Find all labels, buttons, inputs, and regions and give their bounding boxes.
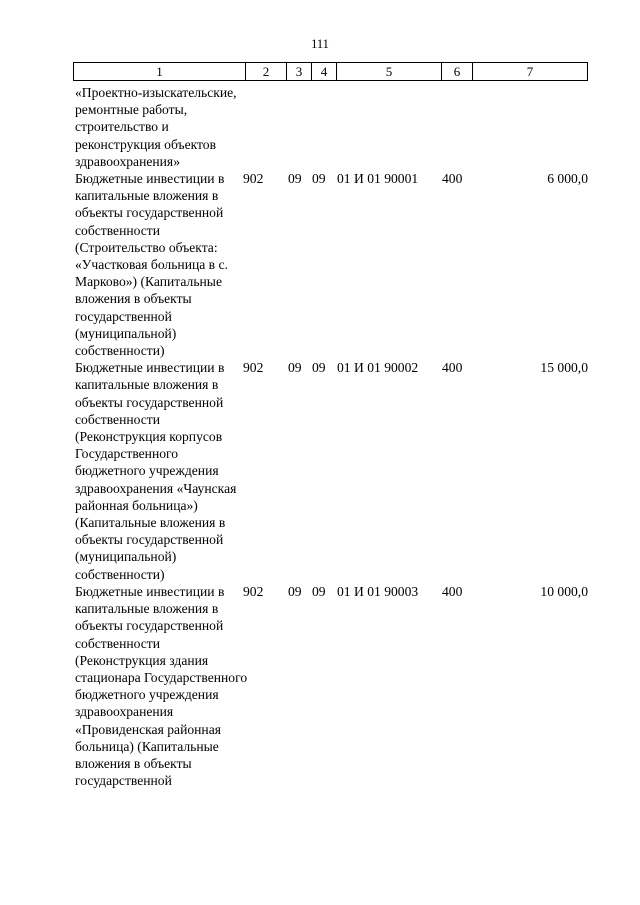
- header-col-5: 5: [337, 63, 442, 80]
- row-subsection-code: 09: [312, 360, 326, 376]
- row-ministry-code: 902: [243, 171, 264, 187]
- table-row: [0, 84, 640, 170]
- row-target-article: 01 И 01 90001: [337, 171, 419, 187]
- row-amount: 15 000,0: [540, 360, 588, 376]
- table-column-header: [73, 62, 588, 81]
- row-amount: 10 000,0: [540, 583, 588, 599]
- row-expense-type: 400: [442, 360, 463, 376]
- table-row: [0, 170, 640, 359]
- row-section-code: 09: [288, 171, 302, 187]
- row-target-article: 01 И 01 90003: [337, 583, 419, 599]
- row-section-code: 09: [288, 360, 302, 376]
- header-col-3: 3: [287, 63, 312, 80]
- row-section-code: 09: [288, 583, 302, 599]
- row-target-article: 01 И 01 90002: [337, 360, 419, 376]
- table-body: [0, 84, 640, 789]
- table-row: [0, 583, 640, 789]
- row-description: Бюджетные инвестиции в капитальные вложения в объекты государственной собственности (Строительство объекта: «Участковая больница в с. Марково») (Капитальные вложения в объекты государственной (муниципальной) собственности): [75, 171, 228, 359]
- header-col-2: 2: [246, 63, 287, 80]
- header-col-1: 1: [74, 63, 246, 80]
- row-expense-type: 400: [442, 171, 463, 187]
- table-row: [0, 359, 640, 583]
- header-col-4: 4: [312, 63, 337, 80]
- header-col-6: 6: [442, 63, 473, 80]
- row-amount: 6 000,0: [547, 171, 588, 187]
- row-expense-type: 400: [442, 583, 463, 599]
- row-description: «Проектно-изыскательские, ремонтные работы, строительство и реконструкция объектов здравоохранения»: [75, 85, 237, 169]
- row-ministry-code: 902: [243, 360, 264, 376]
- page-number: 111: [311, 37, 329, 51]
- row-description: Бюджетные инвестиции в капитальные вложения в объекты государственной собственности (Реконструкция здания стационара Государственного бюджетного учреждения здравоохранения «Провиденская районная больница) (Капитальные вложения в объекты государственной: [75, 583, 248, 789]
- row-description: Бюджетные инвестиции в капитальные вложения в объекты государственной собственности (Реконструкция корпусов Государственного бюджетного учреждения здравоохранения «Чаунская районная больница») (Капитальные вложения в объекты государственной (муниципальной) собственности): [75, 360, 237, 582]
- row-subsection-code: 09: [312, 171, 326, 187]
- header-col-7: 7: [526, 64, 534, 79]
- row-ministry-code: 902: [243, 583, 264, 599]
- row-subsection-code: 09: [312, 583, 326, 599]
